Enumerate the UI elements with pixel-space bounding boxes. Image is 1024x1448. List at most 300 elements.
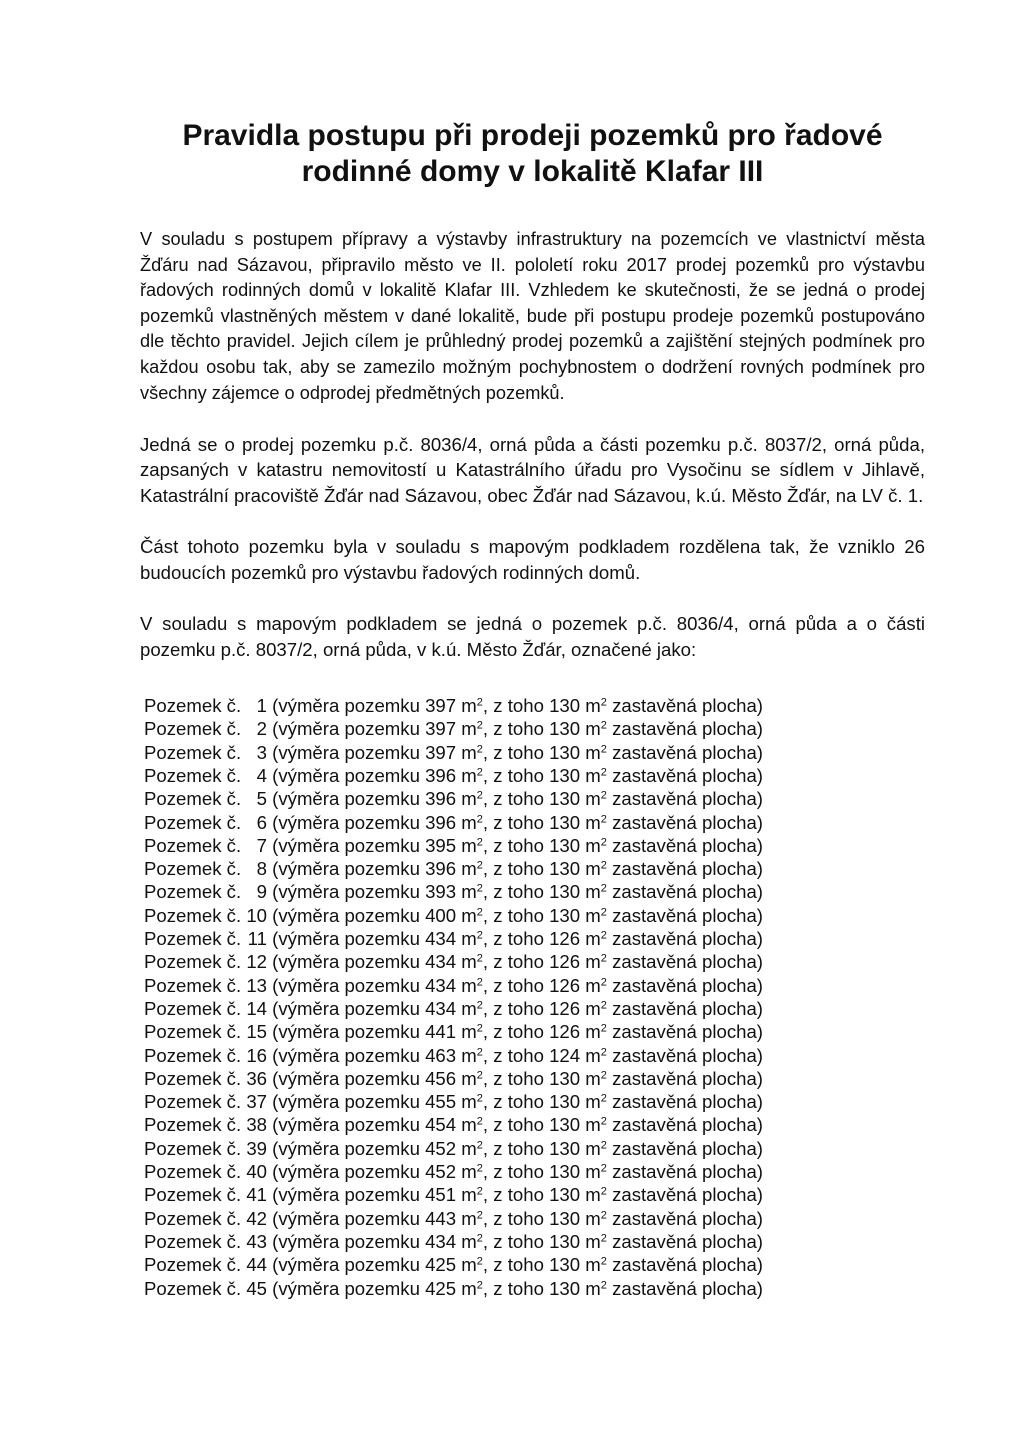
plot-built-prefix: , z toho <box>482 1184 544 1206</box>
plot-built-unit: m <box>585 718 601 740</box>
plot-area-unit: m <box>461 1044 477 1066</box>
plot-built-suffix: zastavěná plocha) <box>612 1254 763 1276</box>
plot-built-prefix: , z toho <box>482 858 544 880</box>
plot-area-unit-exponent: 2 <box>476 789 483 802</box>
list-item <box>144 1113 925 1136</box>
plot-area-prefix: (výměra pozemku <box>272 1044 420 1066</box>
plot-built-unit: m <box>585 928 601 950</box>
plot-area-unit-exponent: 2 <box>476 1115 483 1128</box>
plot-area-unit: m <box>461 1137 477 1159</box>
plot-area-prefix: (výměra pozemku <box>272 974 420 996</box>
plot-built-prefix: , z toho <box>482 928 544 950</box>
plot-built-prefix: , z toho <box>482 811 544 833</box>
plot-built-suffix: zastavěná plocha) <box>612 1114 763 1136</box>
plot-area: 397 <box>425 718 457 740</box>
plot-built-unit: m <box>585 1161 601 1183</box>
plot-area-unit: m <box>461 928 477 950</box>
plot-number: 5 <box>256 788 267 810</box>
plot-built-area: 130 <box>549 858 581 880</box>
plot-built-suffix: zastavěná plocha) <box>612 1091 763 1113</box>
plot-area-unit: m <box>461 997 477 1019</box>
plot-built-prefix: , z toho <box>482 1254 544 1276</box>
plot-area-unit-exponent: 2 <box>476 812 483 825</box>
plot-built-unit: m <box>585 881 601 903</box>
plot-built-suffix: zastavěná plocha) <box>612 811 763 833</box>
plot-built-area: 126 <box>549 1021 581 1043</box>
plot-built-unit: m <box>585 1184 601 1206</box>
plot-built-suffix: zastavěná plocha) <box>612 1230 763 1252</box>
plot-built-prefix: , z toho <box>482 1114 544 1136</box>
plot-area-unit: m <box>461 764 477 786</box>
plot-built-unit: m <box>585 904 601 926</box>
plot-area: 400 <box>425 904 457 926</box>
plot-area-unit-exponent: 2 <box>476 766 483 779</box>
plot-built-unit: m <box>585 764 601 786</box>
plot-built-prefix: , z toho <box>482 764 544 786</box>
plot-built-prefix: , z toho <box>482 834 544 856</box>
plot-label: Pozemek č. <box>144 741 242 763</box>
plot-area-prefix: (výměra pozemku <box>272 1230 420 1252</box>
plot-built-prefix: , z toho <box>482 695 544 717</box>
plot-area-prefix: (výměra pozemku <box>272 1277 420 1299</box>
plot-label: Pozemek č. <box>144 1114 242 1136</box>
plot-number: 13 <box>246 974 267 996</box>
plot-built-area: 130 <box>549 811 581 833</box>
plot-area: 452 <box>425 1161 457 1183</box>
plot-area-unit-exponent: 2 <box>476 1162 483 1175</box>
plot-number: 6 <box>256 811 267 833</box>
plot-built-suffix: zastavěná plocha) <box>612 1067 763 1089</box>
plot-area: 397 <box>425 741 457 763</box>
plot-number: 2 <box>256 718 267 740</box>
plot-area-unit: m <box>461 1184 477 1206</box>
plot-area: 425 <box>425 1254 457 1276</box>
plot-built-unit: m <box>585 1114 601 1136</box>
list-item <box>144 1020 925 1043</box>
plot-built-suffix: zastavěná plocha) <box>612 1021 763 1043</box>
list-item <box>144 1277 925 1300</box>
list-item <box>144 694 925 717</box>
plot-number: 9 <box>256 881 267 903</box>
plot-built-unit: m <box>585 951 601 973</box>
plot-area-unit: m <box>461 904 477 926</box>
document-title <box>140 118 925 190</box>
list-item <box>144 950 925 973</box>
list-item <box>144 1067 925 1090</box>
plot-built-unit: m <box>585 1021 601 1043</box>
plot-area-prefix: (výměra pozemku <box>272 1137 420 1159</box>
plot-built-unit: m <box>585 974 601 996</box>
plot-label: Pozemek č. <box>144 1277 242 1299</box>
plot-area: 396 <box>425 788 457 810</box>
plot-built-unit: m <box>585 997 601 1019</box>
plot-number: 15 <box>246 1021 267 1043</box>
plot-built-unit-exponent: 2 <box>600 1022 607 1035</box>
plot-built-unit-exponent: 2 <box>600 696 607 709</box>
paragraph-intro: V souladu s postupem přípravy a výstavby infrastruktury na pozemcích ve vlastnictví města Žďáru nad Sázavou, připravilo město ve II. pololetí roku 2017 prodej pozemků pro výstavbu řadových rodinných domů v lokalitě Klafar III. Vzhledem ke skutečnosti, že se jedná o prodej pozemků vlastněných městem v dané lokalitě, bude při postupu prodeje pozemků postupováno dle těchto pravidel. Jejich cílem je průhledný prodej pozemků a zajištění stejných podmínek pro každou osobu tak, aby se zamezilo možným pochybnostem o dodržení rovných podmínek pro všechny zájemce o odprodej předmětných pozemků. <box>140 229 925 403</box>
plot-area-unit: m <box>461 695 477 717</box>
plot-built-unit-exponent: 2 <box>600 882 607 895</box>
plot-built-unit: m <box>585 741 601 763</box>
plot-area: 451 <box>425 1184 457 1206</box>
plot-area-prefix: (výměra pozemku <box>272 1067 420 1089</box>
plot-built-unit-exponent: 2 <box>600 929 607 942</box>
plot-area-unit: m <box>461 1161 477 1183</box>
list-item <box>144 1207 925 1230</box>
plot-area: 434 <box>425 1230 457 1252</box>
plot-area-unit-exponent: 2 <box>476 1092 483 1105</box>
plot-built-area: 130 <box>549 1277 581 1299</box>
plot-area: 396 <box>425 764 457 786</box>
plot-built-area: 126 <box>549 951 581 973</box>
plot-area-prefix: (výměra pozemku <box>272 1207 420 1229</box>
plot-label: Pozemek č. <box>144 788 242 810</box>
plot-label: Pozemek č. <box>144 811 242 833</box>
list-item <box>144 927 925 950</box>
paragraph-plot-intro: V souladu s mapovým podkladem se jedná o pozemek p.č. 8036/4, orná půda a o části pozemku p.č. 8037/2, orná půda, v k.ú. Město Žďár, označené jako: <box>140 612 925 660</box>
document-title-line-1: Pravidla postupu při prodeji pozemků pro řadové <box>182 119 883 152</box>
list-item <box>144 1230 925 1253</box>
plot-area-unit-exponent: 2 <box>476 999 483 1012</box>
plot-built-unit: m <box>585 788 601 810</box>
plot-built-unit-exponent: 2 <box>600 743 607 756</box>
plot-built-suffix: zastavěná plocha) <box>612 1137 763 1159</box>
plot-built-prefix: , z toho <box>482 881 544 903</box>
paragraph-division: Část tohoto pozemku byla v souladu s mapovým podkladem rozdělena tak, že vzniklo 26 budoucích pozemků pro výstavbu řadových rodinných domů. <box>140 536 925 583</box>
plot-area: 393 <box>425 881 457 903</box>
plot-built-unit: m <box>585 695 601 717</box>
plot-number: 10 <box>246 904 267 926</box>
plot-area-unit-exponent: 2 <box>476 1045 483 1058</box>
plot-area-unit: m <box>461 834 477 856</box>
plot-area-unit-exponent: 2 <box>476 1022 483 1035</box>
plot-built-prefix: , z toho <box>482 997 544 1019</box>
plot-area-unit-exponent: 2 <box>476 1185 483 1198</box>
plot-area-unit: m <box>461 1277 477 1299</box>
plot-built-area: 130 <box>549 695 581 717</box>
plot-built-unit-exponent: 2 <box>600 1278 607 1291</box>
plot-built-unit: m <box>585 1067 601 1089</box>
plot-label: Pozemek č. <box>144 1067 242 1089</box>
plot-area-unit-exponent: 2 <box>476 1139 483 1152</box>
plot-label: Pozemek č. <box>144 1184 242 1206</box>
plot-area: 434 <box>425 997 457 1019</box>
plot-built-unit: m <box>585 858 601 880</box>
plot-built-prefix: , z toho <box>482 974 544 996</box>
plot-built-unit-exponent: 2 <box>600 999 607 1012</box>
plot-label: Pozemek č. <box>144 1207 242 1229</box>
list-item <box>144 787 925 810</box>
plot-built-suffix: zastavěná plocha) <box>612 881 763 903</box>
plot-built-area: 130 <box>549 834 581 856</box>
plot-area-unit: m <box>461 1207 477 1229</box>
plot-number: 3 <box>256 741 267 763</box>
plot-built-area: 130 <box>549 1161 581 1183</box>
plot-number: 43 <box>246 1230 267 1252</box>
plot-built-unit: m <box>585 1230 601 1252</box>
plot-built-prefix: , z toho <box>482 1137 544 1159</box>
plot-built-suffix: zastavěná plocha) <box>612 1207 763 1229</box>
plot-number: 7 <box>256 834 267 856</box>
plot-number: 14 <box>246 997 267 1019</box>
plot-built-suffix: zastavěná plocha) <box>612 904 763 926</box>
plot-built-unit-exponent: 2 <box>600 1115 607 1128</box>
plot-built-unit-exponent: 2 <box>600 836 607 849</box>
list-item <box>144 717 925 740</box>
plot-built-unit-exponent: 2 <box>600 1162 607 1175</box>
plot-built-suffix: zastavěná plocha) <box>612 764 763 786</box>
plot-label: Pozemek č. <box>144 858 242 880</box>
plot-built-prefix: , z toho <box>482 1021 544 1043</box>
plot-built-prefix: , z toho <box>482 718 544 740</box>
plot-built-prefix: , z toho <box>482 1044 544 1066</box>
plot-built-area: 130 <box>549 1114 581 1136</box>
plot-built-unit-exponent: 2 <box>600 719 607 732</box>
plot-built-unit-exponent: 2 <box>600 1045 607 1058</box>
plot-number: 11 <box>247 928 267 950</box>
plot-area-unit-exponent: 2 <box>476 929 483 942</box>
plot-number: 12 <box>246 951 267 973</box>
plot-area-unit: m <box>461 718 477 740</box>
plot-built-prefix: , z toho <box>482 788 544 810</box>
plot-built-area: 126 <box>549 928 581 950</box>
list-item <box>144 741 925 764</box>
plot-built-prefix: , z toho <box>482 1230 544 1252</box>
plot-area: 452 <box>425 1137 457 1159</box>
plot-number: 41 <box>246 1184 267 1206</box>
document-title-line-2: rodinné domy v lokalitě Klafar III <box>301 155 764 188</box>
plot-label: Pozemek č. <box>144 1254 242 1276</box>
plot-built-unit: m <box>585 1137 601 1159</box>
plot-built-unit-exponent: 2 <box>600 1092 607 1105</box>
plot-area-prefix: (výměra pozemku <box>272 764 420 786</box>
plot-area-prefix: (výměra pozemku <box>272 1021 420 1043</box>
plot-area-unit-exponent: 2 <box>476 1278 483 1291</box>
plot-area-prefix: (výměra pozemku <box>272 1184 420 1206</box>
plot-area-unit-exponent: 2 <box>476 976 483 989</box>
plot-area-unit-exponent: 2 <box>476 743 483 756</box>
plot-area-prefix: (výměra pozemku <box>272 858 420 880</box>
plot-built-unit: m <box>585 1044 601 1066</box>
plot-area-unit-exponent: 2 <box>476 836 483 849</box>
plot-number: 44 <box>246 1254 267 1276</box>
plot-built-prefix: , z toho <box>482 1277 544 1299</box>
plot-area-unit: m <box>461 1114 477 1136</box>
plot-label: Pozemek č. <box>144 928 242 950</box>
plot-area-unit: m <box>461 1021 477 1043</box>
plot-label: Pozemek č. <box>144 1137 242 1159</box>
plot-area-prefix: (výměra pozemku <box>272 1254 420 1276</box>
list-item <box>144 1253 925 1276</box>
plot-built-unit-exponent: 2 <box>600 789 607 802</box>
plot-label: Pozemek č. <box>144 974 242 996</box>
plot-built-suffix: zastavěná plocha) <box>612 695 763 717</box>
plot-built-unit-exponent: 2 <box>600 859 607 872</box>
plot-built-prefix: , z toho <box>482 741 544 763</box>
plot-area-prefix: (výměra pozemku <box>272 1114 420 1136</box>
plot-built-area: 126 <box>549 974 581 996</box>
plot-built-suffix: zastavěná plocha) <box>612 834 763 856</box>
plot-label: Pozemek č. <box>144 718 242 740</box>
plot-built-unit: m <box>585 1254 601 1276</box>
plot-area: 396 <box>425 858 457 880</box>
plot-area-unit: m <box>461 1067 477 1089</box>
plot-built-suffix: zastavěná plocha) <box>612 1044 763 1066</box>
plot-built-unit-exponent: 2 <box>600 906 607 919</box>
plot-built-unit-exponent: 2 <box>600 1209 607 1222</box>
plot-number: 4 <box>256 764 267 786</box>
plot-number: 37 <box>246 1091 267 1113</box>
plot-area: 434 <box>425 974 457 996</box>
plot-area-prefix: (výměra pozemku <box>272 1091 420 1113</box>
plot-built-suffix: zastavěná plocha) <box>612 718 763 740</box>
plot-list <box>144 694 925 1300</box>
plot-built-suffix: zastavěná plocha) <box>612 1161 763 1183</box>
plot-built-area: 130 <box>549 1254 581 1276</box>
plot-label: Pozemek č. <box>144 1161 242 1183</box>
plot-area-prefix: (výměra pozemku <box>272 788 420 810</box>
plot-number: 36 <box>246 1067 267 1089</box>
plot-area-prefix: (výměra pozemku <box>272 881 420 903</box>
plot-built-unit: m <box>585 834 601 856</box>
plot-number: 42 <box>246 1207 267 1229</box>
plot-built-prefix: , z toho <box>482 1207 544 1229</box>
plot-label: Pozemek č. <box>144 1091 242 1113</box>
plot-area: 395 <box>425 834 457 856</box>
plot-label: Pozemek č. <box>144 881 242 903</box>
plot-label: Pozemek č. <box>144 764 242 786</box>
plot-built-area: 130 <box>549 1207 581 1229</box>
plot-area-unit: m <box>461 974 477 996</box>
plot-label: Pozemek č. <box>144 904 242 926</box>
plot-area-unit: m <box>461 741 477 763</box>
plot-label: Pozemek č. <box>144 1044 242 1066</box>
plot-number: 45 <box>246 1277 267 1299</box>
plot-built-unit-exponent: 2 <box>600 812 607 825</box>
plot-built-prefix: , z toho <box>482 951 544 973</box>
plot-area-unit-exponent: 2 <box>476 696 483 709</box>
list-item <box>144 1183 925 1206</box>
plot-area-prefix: (výměra pozemku <box>272 904 420 926</box>
plot-built-area: 130 <box>549 1091 581 1113</box>
plot-area-unit-exponent: 2 <box>476 882 483 895</box>
plot-built-suffix: zastavěná plocha) <box>612 1277 763 1299</box>
plot-area-prefix: (výměra pozemku <box>272 718 420 740</box>
plot-area-unit: m <box>461 811 477 833</box>
plot-built-unit-exponent: 2 <box>600 1255 607 1268</box>
plot-area-unit-exponent: 2 <box>476 859 483 872</box>
plot-area-unit-exponent: 2 <box>476 1232 483 1245</box>
plot-number: 38 <box>246 1114 267 1136</box>
plot-label: Pozemek č. <box>144 951 242 973</box>
plot-area-unit-exponent: 2 <box>476 719 483 732</box>
plot-built-unit-exponent: 2 <box>600 1139 607 1152</box>
plot-built-area: 126 <box>549 997 581 1019</box>
plot-area: 425 <box>425 1277 457 1299</box>
plot-label: Pozemek č. <box>144 1021 242 1043</box>
plot-area-prefix: (výměra pozemku <box>272 834 420 856</box>
paragraph-parcel-description: Jedná se o prodej pozemku p.č. 8036/4, orná půda a části pozemku p.č. 8037/2, orná půda, zapsaných v katastru nemovitostí u Katastrálního úřadu pro Vysočinu se sídlem v Jihlavě, Katastrální pracoviště Žďár nad Sázavou, obec Žďár nad Sázavou, k.ú. Město Žďár, na LV č. 1. <box>140 433 925 506</box>
plot-area: 456 <box>425 1067 457 1089</box>
plot-built-prefix: , z toho <box>482 1091 544 1113</box>
plot-built-area: 130 <box>549 718 581 740</box>
document-page <box>140 118 925 1300</box>
plot-area-unit-exponent: 2 <box>476 1255 483 1268</box>
plot-built-unit: m <box>585 1091 601 1113</box>
plot-built-area: 124 <box>549 1044 581 1066</box>
plot-area-unit: m <box>461 1091 477 1113</box>
plot-built-suffix: zastavěná plocha) <box>612 858 763 880</box>
plot-area-unit: m <box>461 788 477 810</box>
plot-area-prefix: (výměra pozemku <box>272 951 420 973</box>
plot-area-prefix: (výměra pozemku <box>272 1161 420 1183</box>
plot-area: 441 <box>425 1021 457 1043</box>
plot-area: 454 <box>425 1114 457 1136</box>
list-item <box>144 904 925 927</box>
plot-number: 1 <box>256 695 267 717</box>
plot-built-area: 130 <box>549 1230 581 1252</box>
plot-area: 434 <box>425 928 457 950</box>
plot-area: 396 <box>425 811 457 833</box>
plot-area-unit-exponent: 2 <box>476 1209 483 1222</box>
plot-built-area: 130 <box>549 1184 581 1206</box>
plot-area-prefix: (výměra pozemku <box>272 695 420 717</box>
plot-built-area: 130 <box>549 1137 581 1159</box>
plot-area-unit-exponent: 2 <box>476 906 483 919</box>
list-item <box>144 974 925 997</box>
plot-built-suffix: zastavěná plocha) <box>612 974 763 996</box>
plot-built-area: 130 <box>549 1067 581 1089</box>
plot-built-suffix: zastavěná plocha) <box>612 1184 763 1206</box>
plot-built-area: 130 <box>549 881 581 903</box>
plot-built-unit: m <box>585 1207 601 1229</box>
plot-built-unit-exponent: 2 <box>600 766 607 779</box>
list-item <box>144 1137 925 1160</box>
list-item <box>144 811 925 834</box>
plot-area: 434 <box>425 951 457 973</box>
plot-built-prefix: , z toho <box>482 904 544 926</box>
plot-built-prefix: , z toho <box>482 1067 544 1089</box>
plot-built-suffix: zastavěná plocha) <box>612 741 763 763</box>
plot-area-prefix: (výměra pozemku <box>272 997 420 1019</box>
plot-label: Pozemek č. <box>144 695 242 717</box>
plot-built-unit-exponent: 2 <box>600 952 607 965</box>
list-item <box>144 880 925 903</box>
plot-built-unit: m <box>585 811 601 833</box>
plot-number: 40 <box>246 1161 267 1183</box>
plot-area-unit: m <box>461 1230 477 1252</box>
plot-built-unit-exponent: 2 <box>600 1069 607 1082</box>
plot-built-prefix: , z toho <box>482 1161 544 1183</box>
plot-area: 443 <box>425 1207 457 1229</box>
plot-built-suffix: zastavěná plocha) <box>612 928 763 950</box>
list-item <box>144 997 925 1020</box>
plot-built-area: 130 <box>549 904 581 926</box>
list-item <box>144 1160 925 1183</box>
plot-built-area: 130 <box>549 764 581 786</box>
list-item <box>144 1090 925 1113</box>
plot-built-unit-exponent: 2 <box>600 976 607 989</box>
plot-built-unit: m <box>585 1277 601 1299</box>
plot-area: 397 <box>425 695 457 717</box>
list-item <box>144 1044 925 1067</box>
plot-built-suffix: zastavěná plocha) <box>612 997 763 1019</box>
plot-area: 463 <box>425 1044 457 1066</box>
plot-area-prefix: (výměra pozemku <box>272 928 420 950</box>
plot-built-unit-exponent: 2 <box>600 1185 607 1198</box>
plot-built-area: 130 <box>549 741 581 763</box>
plot-label: Pozemek č. <box>144 1230 242 1252</box>
